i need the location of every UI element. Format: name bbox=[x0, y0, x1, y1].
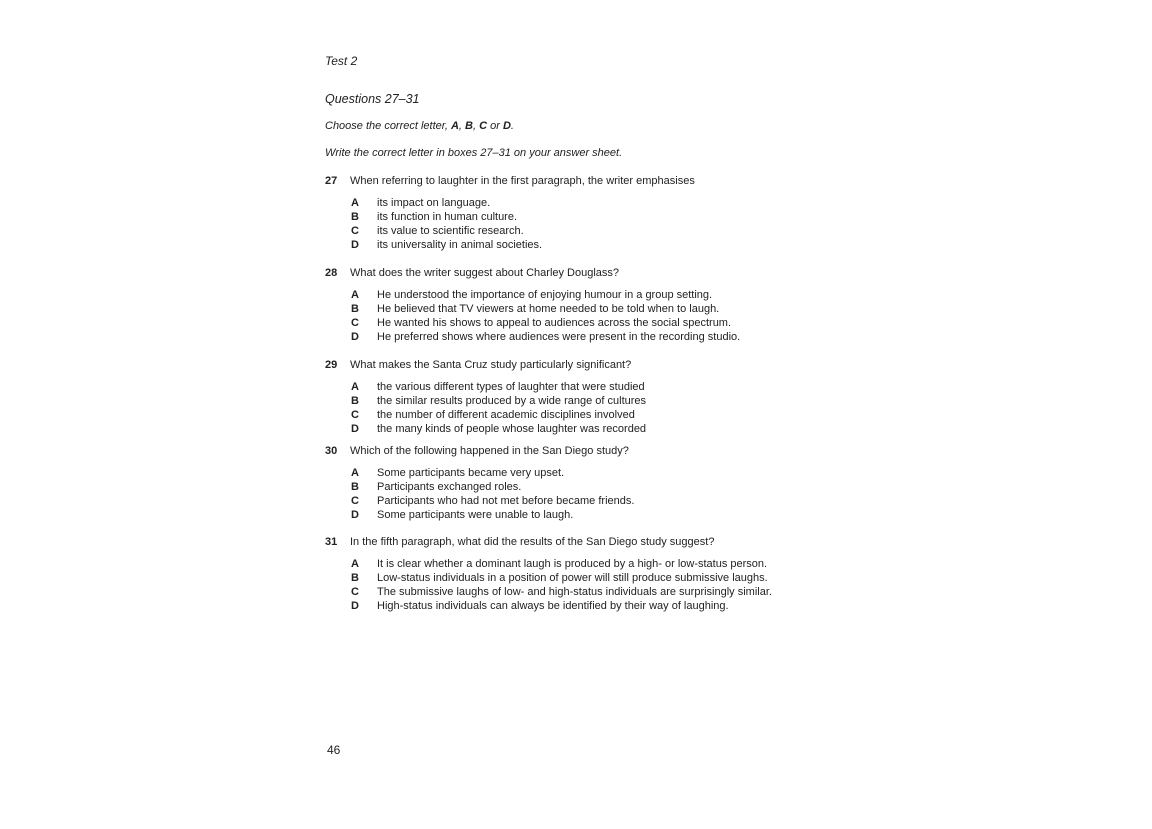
option-letter: A bbox=[351, 558, 359, 570]
option-text: its function in human culture. bbox=[377, 211, 518, 223]
option-letter: B bbox=[351, 572, 359, 584]
question-header bbox=[325, 444, 795, 458]
question-31 bbox=[325, 535, 795, 613]
section-title: Questions 27–31 bbox=[325, 92, 420, 106]
option-list bbox=[325, 288, 795, 344]
option-b bbox=[325, 480, 795, 494]
question-number: 28 bbox=[325, 267, 338, 279]
question-28 bbox=[325, 266, 795, 344]
option-letter: B bbox=[351, 303, 359, 315]
option-letter: D bbox=[351, 600, 359, 612]
question-stem: What does the writer suggest about Charley Douglass? bbox=[350, 267, 620, 279]
option-letter: A bbox=[351, 197, 359, 209]
option-text: the many kinds of people whose laughter was recorded bbox=[377, 423, 647, 435]
option-letter: C bbox=[351, 495, 359, 507]
question-number: 27 bbox=[325, 175, 338, 187]
option-list bbox=[325, 466, 795, 522]
question-header bbox=[325, 358, 795, 372]
question-header bbox=[325, 174, 795, 188]
option-letter: A bbox=[351, 381, 359, 393]
option-text: Some participants were unable to laugh. bbox=[377, 509, 574, 521]
instruction-sep-2: , bbox=[472, 120, 480, 132]
question-29 bbox=[325, 358, 795, 436]
option-letter: D bbox=[351, 331, 359, 343]
option-d bbox=[325, 330, 795, 344]
instruction-sep-1: , bbox=[458, 120, 466, 132]
option-text: Some participants became very upset. bbox=[377, 467, 565, 479]
instruction-end: . bbox=[510, 120, 514, 132]
option-text: the number of different academic disciplines involved bbox=[377, 409, 635, 421]
option-letter: A bbox=[351, 467, 359, 479]
letter-a-emphasis: A bbox=[450, 120, 459, 132]
page-number: 46 bbox=[327, 743, 341, 757]
option-c bbox=[325, 494, 795, 508]
instruction-choose-letter bbox=[325, 120, 514, 132]
instruction-write-answer: Write the correct letter in boxes 27–31 on your answer sheet. bbox=[325, 147, 623, 159]
instruction-or: or bbox=[487, 120, 503, 132]
letter-c-emphasis: C bbox=[479, 120, 488, 132]
option-list bbox=[325, 196, 795, 252]
option-d bbox=[325, 422, 795, 436]
option-a bbox=[325, 380, 795, 394]
option-text: It is clear whether a dominant laugh is produced by a high- or low-status person. bbox=[377, 558, 768, 570]
question-stem: When referring to laughter in the first paragraph, the writer emphasises bbox=[350, 175, 695, 187]
option-letter: B bbox=[351, 211, 359, 223]
option-list bbox=[325, 557, 795, 613]
option-letter: B bbox=[351, 481, 359, 493]
option-list bbox=[325, 380, 795, 436]
option-b bbox=[325, 571, 795, 585]
instruction-choose-prefix: Choose the correct letter, bbox=[325, 120, 451, 132]
question-stem: In the fifth paragraph, what did the results of the San Diego study suggest? bbox=[350, 536, 715, 548]
option-letter: D bbox=[351, 509, 359, 521]
option-c bbox=[325, 224, 795, 238]
question-stem: Which of the following happened in the San Diego study? bbox=[350, 445, 629, 457]
question-30 bbox=[325, 444, 795, 522]
option-d bbox=[325, 508, 795, 522]
option-b bbox=[325, 210, 795, 224]
option-text: Participants who had not met before became friends. bbox=[377, 495, 635, 507]
option-letter: D bbox=[351, 239, 359, 251]
option-text: He wanted his shows to appeal to audiences across the social spectrum. bbox=[377, 317, 732, 329]
option-c bbox=[325, 316, 795, 330]
running-head: Test 2 bbox=[325, 54, 358, 68]
question-number: 29 bbox=[325, 359, 338, 371]
option-text: Participants exchanged roles. bbox=[377, 481, 522, 493]
question-header bbox=[325, 266, 795, 280]
option-text: Low-status individuals in a position of power will still produce submissive laughs. bbox=[377, 572, 768, 584]
letter-b-emphasis: B bbox=[465, 120, 473, 132]
option-text: the similar results produced by a wide range of cultures bbox=[377, 395, 647, 407]
question-27 bbox=[325, 174, 795, 252]
option-d bbox=[325, 599, 795, 613]
option-text: High-status individuals can always be identified by their way of laughing. bbox=[377, 600, 729, 612]
option-text: The submissive laughs of low- and high-status individuals are surprisingly similar. bbox=[377, 586, 772, 598]
question-stem: What makes the Santa Cruz study particularly significant? bbox=[350, 359, 632, 371]
question-number: 30 bbox=[325, 445, 338, 457]
question-header bbox=[325, 535, 795, 549]
option-letter: C bbox=[351, 317, 359, 329]
option-letter: D bbox=[351, 423, 359, 435]
option-text: He preferred shows where audiences were present in the recording studio. bbox=[377, 331, 741, 343]
option-a bbox=[325, 557, 795, 571]
letter-d-emphasis: D bbox=[502, 120, 511, 132]
option-b bbox=[325, 302, 795, 316]
option-b bbox=[325, 394, 795, 408]
question-number: 31 bbox=[325, 536, 338, 548]
option-a bbox=[325, 466, 795, 480]
option-text: He believed that TV viewers at home needed to be told when to laugh. bbox=[377, 303, 720, 315]
option-a bbox=[325, 288, 795, 302]
option-letter: B bbox=[351, 395, 359, 407]
option-c bbox=[325, 585, 795, 599]
option-letter: C bbox=[351, 586, 359, 598]
option-text: its universality in animal societies. bbox=[377, 239, 543, 251]
option-a bbox=[325, 196, 795, 210]
option-d bbox=[325, 238, 795, 252]
option-text: the various different types of laughter that were studied bbox=[377, 381, 645, 393]
option-letter: A bbox=[351, 289, 359, 301]
option-letter: C bbox=[351, 409, 359, 421]
option-letter: C bbox=[351, 225, 359, 237]
option-text: its impact on language. bbox=[377, 197, 491, 209]
option-text: its value to scientific research. bbox=[377, 225, 524, 237]
option-c bbox=[325, 408, 795, 422]
option-text: He understood the importance of enjoying humour in a group setting. bbox=[377, 289, 713, 301]
